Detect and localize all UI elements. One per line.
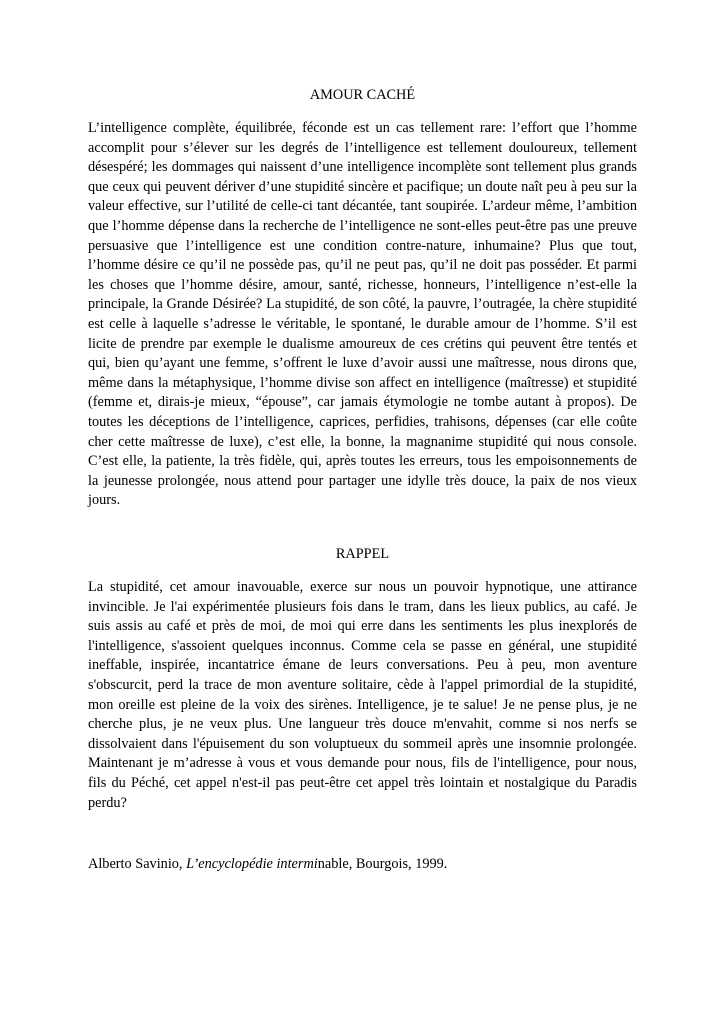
section-paragraph-rappel: La stupidité, cet amour inavouable, exerce sur nous un pouvoir hypnotique, une attirance invincible. Je l'ai expérimentée plusieurs fois dans le tram, dans les lieux publics, au café. Je suis assis au café et près de moi, de moi qui erre dans les sentiments les plus inexplorés de l'intelligence, s'assoient quelques inconnus. Comme cela se passe en général, une stupidité ineffable, inspirée, incantatrice émane de leurs conversations. Peu à peu, mon aventure s'obscurcit, perd la trace de mon aventure solitaire, cède à l'appel primordial de la stupidité, mon oreille est pleine de la voix des sirènes. Intelligence, je te salue! Je ne pense plus, je ne cherche plus, je ne veux plus. Une langueur très douce m'envahit, comme si nos nerfs se dissolvaient dans l'épuisement du son voluptueux du sommeil après une insomnie prolongée. Maintenant je m’adresse à vous et vous demande pour nous, fils de l'intelligence, pour nous, fils du Péché, cet appel n'est-il pas peut-être cet appel très lointain et nostalgique du Paradis perdu? <box>88 579 637 811</box>
section-heading-amour-cache: AMOUR CACHÉ <box>309 87 416 103</box>
citation-author: Alberto Savinio, <box>88 856 187 872</box>
section-heading-rappel: RAPPEL <box>335 546 390 562</box>
citation-title-rest: nable <box>317 856 349 872</box>
section-paragraph-amour-cache: L’intelligence complète, équilibrée, féconde est un cas tellement rare: l’effort que l’homme accomplit pour s’élever sur les degrés de l’intelligence est tellement douloureux, tellement désespéré; les dommages qui naissent d’une intelligence incomplète sont tellement plus grands que ceux qui peuvent dériver d’une stupidité sincère et pacifique; un doute naît peu à peu sur la valeur effective, sur l’utilité de celle-ci tant décantée, tant soupirée. L’ardeur même, l’ambition que l’homme dépense dans la recherche de l’intelligence ne sont-elles peut-être pas une preuve persuasive que l’intelligence est une condition contre-nature, inhumaine? Plus que tout, l’homme désire ce qu’il ne possède pas, qu’il ne peut pas, qu’il ne doit pas posséder. Et parmi les choses que l’homme désire, amour, santé, richesse, honneurs, l’intelligence n’est-elle la principale, la Grande Désirée? La stupidité, de son côté, la pauvre, l’outragée, la chère stupidité est celle à laquelle s’adresse le véritable, le spontané, le durable amour de l’homme. S’il est licite de prendre par exemple le dualisme amoureux de ces crétins qui peuvent être tentés et qui, bien qu’ayant une femme, s’offrent le luxe d’avoir aussi une maîtresse, nous dirons que, même dans la métaphysique, l’homme divise son affect en intelligence (maîtresse) et stupidité (femme et, dirais-je mieux, “épouse”, car jamais étymologie ne tombe autant à propos). De toutes les déceptions de l’intelligence, caprices, perfidies, trahisons, dépenses (car elle coûte cher cette maîtresse de luxe), c’est elle, la bonne, la magnanime stupidité qui nous console. C’est elle, la patiente, la très fidèle, qui, après toutes les erreurs, tous les empoisonnements de la jeunesse prolongée, nous attend pour partager une idylle très douce, la paix de nos vieux jours. <box>88 120 637 509</box>
citation-publisher: , Bourgois, 1999. <box>348 856 448 872</box>
citation-title-italic: L’encyclopédie intermi <box>186 856 318 872</box>
citation <box>88 855 637 875</box>
